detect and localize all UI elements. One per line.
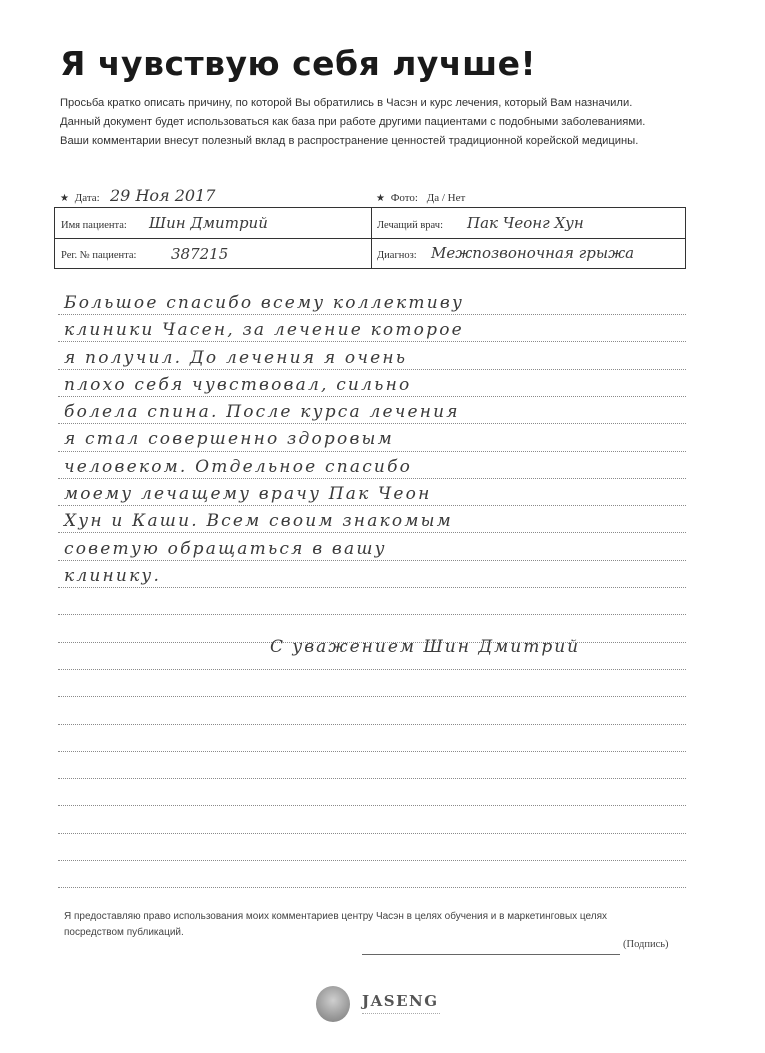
photo-options: Да / Нет (426, 192, 466, 204)
reg-label: Рег. № пациента: (61, 250, 137, 261)
review-line: клинику. (64, 565, 162, 586)
review-line: я получил. До лечения я очень (64, 347, 408, 368)
date-label: Дата: (74, 192, 100, 204)
intro-text (60, 94, 700, 151)
page-title: Я чувствую себя лучше! (60, 44, 537, 83)
ruled-line (58, 751, 686, 752)
logo-emblem-icon (316, 986, 350, 1022)
intro-line: Ваши комментарии внесут полезный вклад в распространение ценностей традиционной корейской медицины. (60, 135, 639, 147)
diagnosis-label: Диагноз: (377, 250, 417, 261)
photo-field (376, 192, 465, 204)
review-line: советую обращаться в вашу (64, 538, 387, 559)
ruled-line (58, 778, 686, 779)
review-line: моему лечащему врачу Пак Чеон (64, 484, 432, 505)
ruled-line (58, 805, 686, 806)
ruled-line (58, 887, 686, 888)
review-line: человеком. Отдельное спасибо (64, 456, 413, 477)
review-line: Хун и Каши. Всем своим знакомым (64, 511, 453, 532)
intro-line: Данный документ будет использоваться как база при работе другими пациентами с подобными заболеваниями. (60, 116, 646, 128)
doctor-value: Пак Чеонг Хун (467, 214, 584, 232)
ruled-line (58, 833, 686, 834)
review-line: Большое спасибо всему коллективу (64, 293, 465, 313)
consent-line: Я предоставляю право использования моих комментариев центру Часэн в целях обучения и в маркетинговых целях (64, 911, 608, 922)
review-line: плохо себя чувствовал, сильно (64, 374, 412, 395)
ruled-line (58, 696, 686, 697)
intro-line: Просьба кратко описать причину, по которой Вы обратились в Часэн и курс лечения, который Вам назначили. (60, 97, 633, 109)
review-line: болела спина. После курса лечения (64, 402, 460, 423)
date-field (60, 192, 100, 204)
name-label: Имя пациента: (61, 220, 127, 231)
patient-info-table (54, 207, 686, 269)
ruled-line (58, 724, 686, 725)
star-icon: ★ (60, 193, 69, 204)
ruled-line (58, 669, 686, 670)
ruled-line (58, 614, 686, 615)
logo-name: JASENG (362, 992, 439, 1010)
ruled-line (58, 860, 686, 861)
doctor-label: Лечащий врач: (377, 220, 443, 231)
review-signoff: С уважением Шин Дмитрий (270, 637, 581, 657)
reg-value: 387215 (171, 245, 229, 263)
consent-line: посредством публикаций. (64, 927, 184, 938)
review-line: клиники Часен, за лечение которое (64, 320, 464, 341)
review-text (64, 290, 704, 590)
consent-text (64, 909, 704, 941)
signature-line (362, 954, 620, 955)
name-value: Шин Дмитрий (149, 214, 268, 232)
diagnosis-value: Межпозвоночная грыжа (431, 244, 635, 262)
star-icon: ★ (376, 193, 385, 204)
date-value: 29 Ноя 2017 (110, 186, 216, 205)
signature-label: (Подпись) (623, 939, 669, 950)
photo-label: Фото: (390, 192, 418, 204)
review-line: я стал совершенно здоровым (64, 429, 394, 450)
